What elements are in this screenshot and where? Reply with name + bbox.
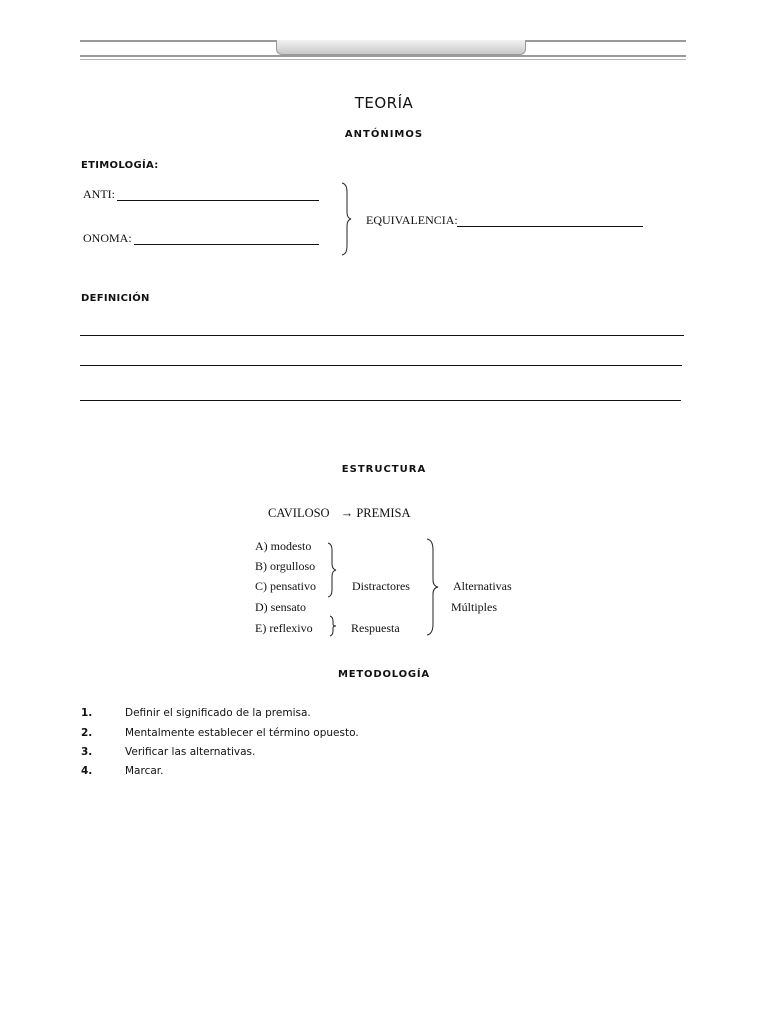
step-2-number: 2. bbox=[81, 727, 93, 739]
header-rule-bottom bbox=[80, 55, 686, 57]
step-1-number: 1. bbox=[81, 707, 93, 719]
step-2-text: Mentalmente establecer el término opuesto. bbox=[125, 727, 359, 739]
step-4-number: 4. bbox=[81, 765, 93, 777]
alternativas-brace-icon bbox=[425, 538, 441, 636]
equivalencia-label: EQUIVALENCIA: bbox=[366, 213, 458, 227]
alternativas-label: Alternativas bbox=[453, 579, 512, 593]
header-rule-bottom-thin bbox=[80, 59, 686, 60]
header-tab bbox=[276, 40, 526, 55]
onoma-blank-line bbox=[134, 244, 319, 245]
step-3-number: 3. bbox=[81, 746, 93, 758]
anti-blank-line bbox=[117, 200, 319, 201]
option-a: A) modesto bbox=[255, 539, 312, 553]
premise-label: PREMISA bbox=[356, 506, 411, 520]
step-4-text: Marcar. bbox=[125, 765, 164, 777]
distractores-label: Distractores bbox=[352, 579, 410, 593]
metodologia-heading: METODOLOGÍA bbox=[338, 669, 430, 680]
step-3-text: Verificar las alternativas. bbox=[125, 746, 256, 758]
estructura-heading: ESTRUCTURA bbox=[341, 464, 427, 475]
anti-label: ANTI: bbox=[83, 187, 115, 201]
option-b: B) orgulloso bbox=[255, 559, 316, 573]
arrow-icon: → bbox=[340, 506, 354, 520]
definicion-heading: DEFINICIÓN bbox=[81, 293, 150, 304]
option-e: E) reflexivo bbox=[255, 621, 313, 635]
etimologia-heading: ETIMOLOGÍA: bbox=[81, 160, 159, 171]
option-c: C) pensativo bbox=[255, 579, 316, 593]
respuesta-label: Respuesta bbox=[351, 621, 400, 635]
distractores-brace-icon bbox=[326, 542, 340, 598]
page-title: TEORÍA bbox=[354, 94, 414, 112]
definicion-line-3 bbox=[80, 400, 681, 401]
definicion-line-1 bbox=[80, 335, 684, 336]
option-d: D) sensato bbox=[255, 600, 306, 614]
onoma-label: ONOMA: bbox=[83, 231, 132, 245]
page-subtitle: ANTÓNIMOS bbox=[344, 129, 424, 140]
definicion-line-2 bbox=[80, 365, 682, 366]
step-1-text: Definir el significado de la premisa. bbox=[125, 707, 311, 719]
multiples-label: Múltiples bbox=[451, 600, 498, 614]
premise-row bbox=[268, 506, 411, 521]
premise-word: CAVILOSO bbox=[268, 506, 330, 520]
etimologia-brace-icon bbox=[340, 182, 354, 256]
respuesta-brace-icon bbox=[328, 615, 338, 637]
equivalencia-blank-line bbox=[457, 226, 643, 227]
